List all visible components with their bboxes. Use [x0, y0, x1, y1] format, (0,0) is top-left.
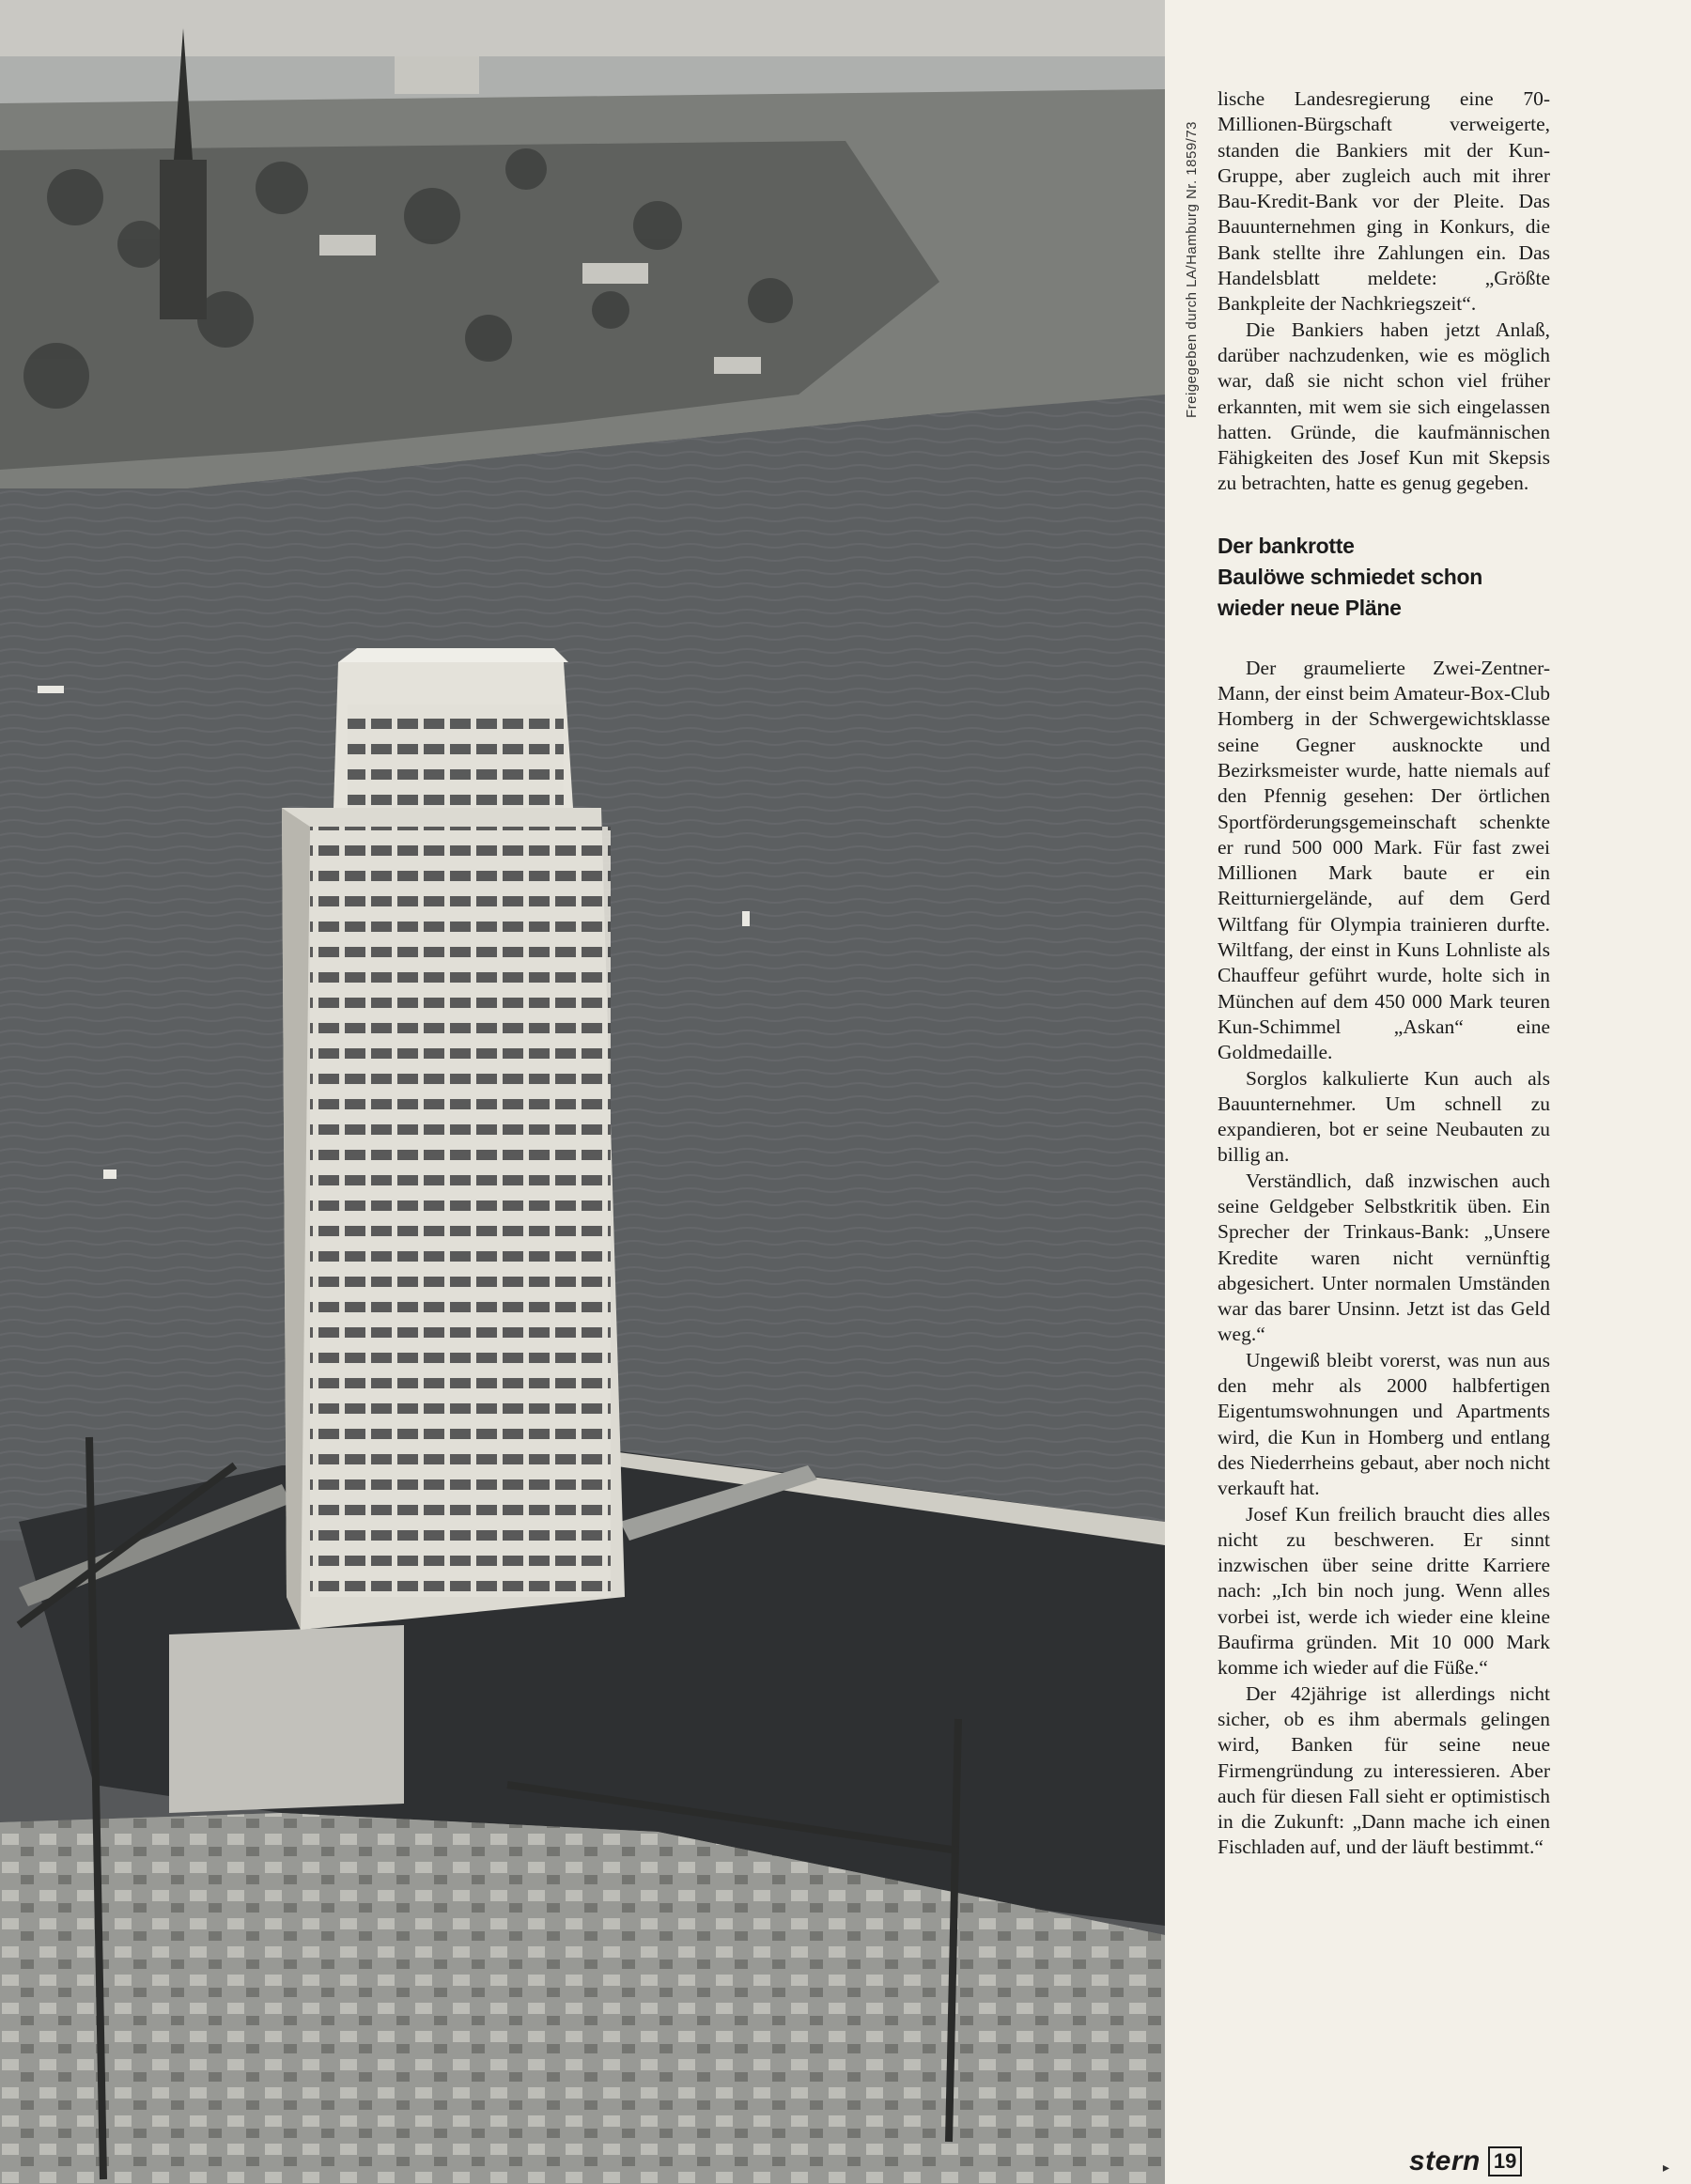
- page-number: 19: [1488, 2146, 1522, 2176]
- magazine-brand: stern: [1409, 2145, 1481, 2176]
- article-paragraph: lische Landesregierung eine 70-Millionen-Bürgschaft verweigerte, standen die Bankiers mit der Kun-Gruppe, aber zugleich auch mit ihrer Bau-Kredit-Bank vor der Pleite. Das Bauunternehmen ging in Konkurs, die Bank stellte ihre Zahlungen ein. Das Handelsblatt meldete: „Größte Bankpleite der Nachkriegszeit“.: [1218, 87, 1550, 316]
- article-column: [1218, 86, 1550, 1861]
- article-paragraph: Verständlich, daß inzwischen auch seine Geldgeber Selbstkritik üben. Ein Sprecher der Trinkaus-Bank: „Unsere Kredite waren nicht vernünftig abgesichert. Unter normalen Umständen war das barer Unsinn. Jetzt ist das Geld weg.“: [1218, 1169, 1550, 1346]
- article-paragraph: Der graumelierte Zwei-Zentner-Mann, der einst beim Amateur-Box-Club Homberg in der Schwergewichtsklasse seine Gegner ausknockte und Bezirksmeister wurde, hatte niemals auf den Pfennig gesehen: Der örtlichen Sportförderungsgemeinschaft schenkte er rund 500 000 Mark. Für fast zwei Millionen Mark baute er ein Reitturniergelände, auf dem Gerd Wiltfang für Olympia trainieren durfte. Wiltfang, der einst in Kuns Lohnliste als Chauffeur geführt wurde, holte sich in München auf dem 450 000 Mark teuren Kun-Schimmel „Askan“ eine Goldmedaille.: [1218, 656, 1550, 1064]
- article-subhead: [1218, 531, 1550, 624]
- article-paragraph: Ungewiß bleibt vorerst, was nun aus den mehr als 2000 halbfertigen Eigentumswohnungen und Apartments wird, die Kun in Homberg und entlang des Niederrheins gebaut, aber noch nicht verkauft hat.: [1218, 1348, 1550, 1500]
- photo-credit: [1176, 89, 1202, 427]
- subhead-line: wieder neue Pläne: [1218, 595, 1402, 620]
- article-paragraph: Der 42jährige ist allerdings nicht sicher, ob es ihm abermals gelingen wird, Banken für seine neue Firmengründung zu interessieren. Aber auch für diesen Fall sieht er optimistisch in die Zukunft: „Dann mache ich einen Fischladen auf, und der läuft bestimmt.“: [1218, 1681, 1550, 1859]
- article-paragraph: Josef Kun freilich braucht dies alles nicht zu beschweren. Er sinnt inzwischen über seine dritte Karriere nach: „Ich bin noch jung. Wenn alles vorbei ist, werde ich wieder eine kleine Baufirma gründen. Mit 10 000 Mark komme ich wieder auf die Füße.“: [1218, 1502, 1550, 1680]
- subhead-line: Baulöwe schmiedet schon: [1218, 564, 1482, 589]
- article-paragraph: Sorglos kalkulierte Kun auch als Bauunternehmer. Um schnell zu expandieren, bot er seine Neubauten zu billig an.: [1218, 1066, 1550, 1167]
- article-block-2: [1218, 656, 1550, 1861]
- article-paragraph: Die Bankiers haben jetzt Anlaß, darüber nachzudenken, wie es möglich war, daß sie nicht schon viel früher erkannten, mit wem sie sich eingelassen hatten. Gründe, die kaufmännischen Fähigkeiten des Josef Kun mit Skepsis zu betrachten, hatte es genug gegeben.: [1218, 318, 1550, 495]
- photo-credit-text: Freigegeben durch LA/Hamburg Nr. 1859/73: [1184, 120, 1200, 418]
- subhead-line: Der bankrotte: [1218, 533, 1355, 558]
- continue-arrow-icon: ▸: [1663, 2161, 1670, 2176]
- page-footer: [1409, 2145, 1522, 2177]
- article-block-1: [1218, 86, 1550, 497]
